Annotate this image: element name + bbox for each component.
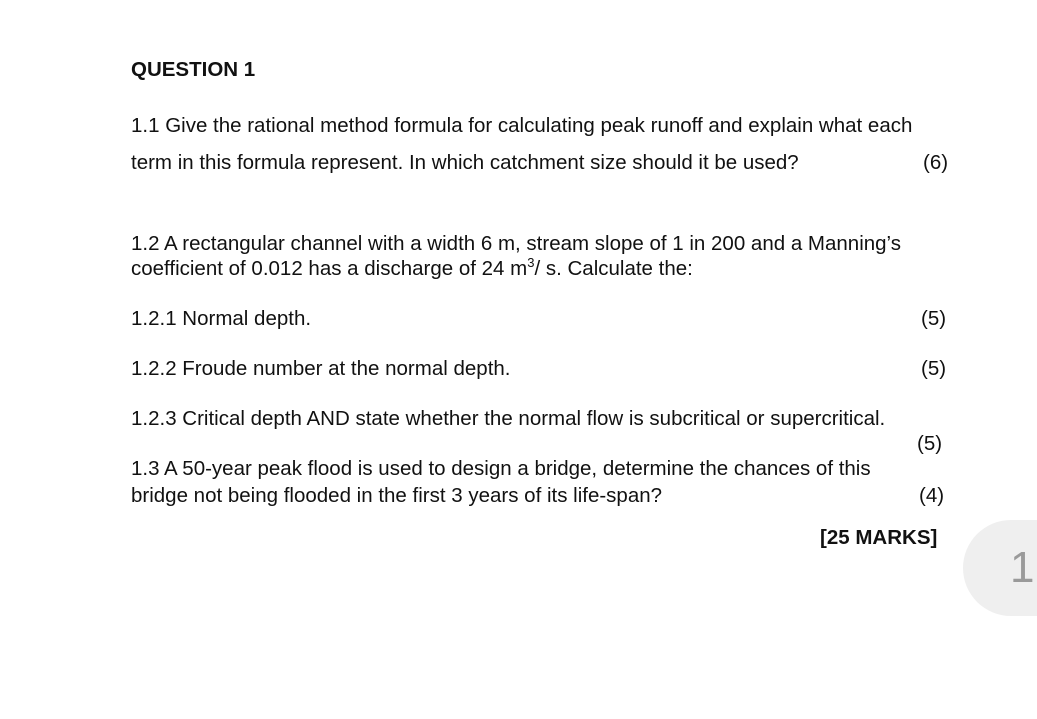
q1-1-marks: (6): [923, 151, 949, 174]
q1-2-superscript: 3: [527, 255, 535, 271]
q1-2-line1: 1.2 A rectangular channel with a width 6 m, stream slope of 1 in 200 and a Manning’s: [131, 232, 901, 255]
q1-2-3-text: 1.2.3 Critical depth AND state whether the normal flow is subcritical or supercritical.: [131, 407, 886, 430]
q1-3-line2: bridge not being flooded in the first 3 years of its life-span?: [131, 484, 663, 507]
q1-1-line2: term in this formula represent. In which catchment size should it be used?: [131, 151, 799, 174]
total-marks: [25 MARKS]: [820, 526, 938, 549]
q1-2-1-text: 1.2.1 Normal depth.: [131, 307, 312, 330]
q1-3-marks: (4): [919, 484, 945, 507]
q1-2-line2-suffix: / s. Calculate the:: [534, 257, 693, 280]
page-indicator-number: 1: [1010, 543, 1035, 592]
q1-2-line2-prefix: coefficient of 0.012 has a discharge of 24 m: [131, 257, 528, 280]
q1-1-line1: 1.1 Give the rational method formula for calculating peak runoff and explain what each: [131, 114, 913, 137]
question-heading: QUESTION 1: [131, 58, 256, 81]
q1-2-2-text: 1.2.2 Froude number at the normal depth.: [131, 357, 511, 380]
q1-3-line1: 1.3 A 50-year peak flood is used to design a bridge, determine the chances of this: [131, 457, 871, 480]
q1-2-1-marks: (5): [921, 307, 947, 330]
q1-2-line2: [131, 257, 693, 281]
q1-2-2-marks: (5): [921, 357, 947, 380]
q1-2-3-marks: (5): [917, 432, 943, 455]
